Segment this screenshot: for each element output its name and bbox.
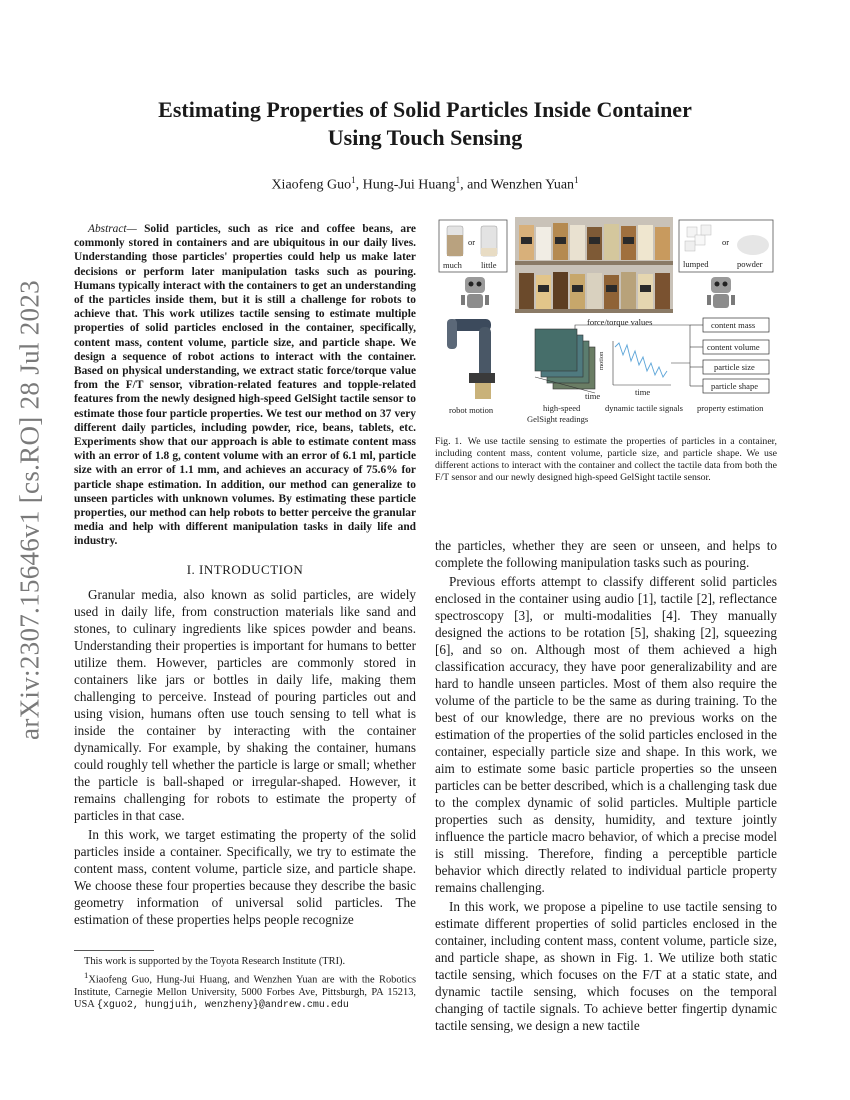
powder-pile-icon: [737, 235, 769, 255]
left-column: [74, 222, 416, 930]
title-line-2: Using Touch Sensing: [327, 125, 523, 150]
caption-text: We use tactile sensing to estimate the properties of particles in a container, including content mass, content volume, particle size, and particle shape. We use different actions to interact with the container and collect the tactile data from both the F/T sensor and our newly designed high-speed GelSight tactile sensor.: [435, 436, 777, 483]
particle-size-label: particle size: [714, 362, 755, 372]
robot-motion-label: robot motion: [449, 405, 494, 415]
author-affiliation-mark: 1: [455, 175, 461, 185]
robot-left-icon: [461, 277, 489, 308]
high-speed-label: high-speed: [543, 403, 581, 413]
author-separator: ,: [355, 177, 363, 193]
arxiv-id-text: arXiv:2307.15646v1 [cs.RO] 28 Jul 2023: [14, 280, 45, 740]
robot-right-icon: [707, 277, 735, 308]
powder-label: powder: [737, 259, 763, 269]
body-paragraph: In this work, we propose a pipeline to use tactile sensing to estimate different properties of solid particles enclosed in the container, including content mass, content volume, particle size, and particle shape, as shown in Fig. 1. We utilize both static tactile sensing, which focuses on the F/T at a static state, and dynamic tactile sensing, which focuses on the temporal changing of tactile signals. To achieve better fingertip dynamic tactile sensing, we design a new tactile: [435, 899, 777, 1033]
motion-axis-label: motion: [598, 351, 605, 370]
or-label-left: or: [468, 237, 476, 247]
author-affiliation-mark: 1: [574, 175, 579, 185]
footnote-rule: [74, 950, 154, 951]
property-estimation-label: property estimation: [697, 403, 764, 413]
jar-little-contents-icon: [481, 248, 497, 256]
body-paragraph: Granular media, also known as solid particles, are widely used in daily life, from construction materials like sand and stones, to culinary ingredients like spices powder and beans. Understanding their properties is important for humans to better utilize them. However, particles are commonly stored in containers like jars or bottles in daily life, making them challenging to perceive. Instead of pouring particles out and using vision, humans often use touch sensing to tell what is inside the container by interacting with the container dynamically. For example, by shaking the container, humans could roughly tell whether the particle is large or small; whether the particle is ball-shaped or irregular-shaped. However, it remains challenging for robots to estimate the property of particles in that case.: [74, 586, 416, 823]
author-emails: {xguo2, hungjuih, wenzheny}@andrew.cmu.edu: [96, 1000, 349, 1012]
dynamic-signals-label: dynamic tactile signals: [605, 403, 683, 413]
robot-arm-photo: [441, 315, 517, 405]
gelsight-readings-label: GelSight readings: [527, 414, 589, 424]
section-heading-introduction: I. INTRODUCTION: [186, 561, 304, 577]
time-label-frames: time: [585, 391, 601, 401]
figure-1-caption: [435, 436, 777, 484]
author-list: [100, 175, 750, 194]
affiliation-text: Xiaofeng Guo, Hung-Jui Huang, and Wenzhen Yuan are with the Robotics Institute, Carnegie Mellon University, 5000 Forbes Ave, Pittsburgh, PA 15213, USA: [74, 974, 416, 1011]
arxiv-identifier: [10, 280, 50, 740]
content-volume-label: content volume: [707, 342, 760, 352]
gelsight-frames-graphic: [535, 329, 595, 389]
time-label-signal: time: [635, 387, 651, 397]
paper-title: [100, 96, 750, 152]
little-label: little: [481, 260, 497, 270]
lumped-label: lumped: [683, 259, 709, 269]
body-paragraph-continuation: the particles, whether they are seen or unseen, and helps to complete the following manipulation tasks such as pouring.: [435, 538, 777, 570]
right-column: [435, 537, 777, 1036]
body-paragraph: Previous efforts attempt to classify different solid particles enclosed in the container using audio [1], tactile [2], reflectance spectroscopy [3], or multi-modalities [4]. They manually designed the actions to be rotation [5], shaking [2], squeezing [6], and so on. Although most of them achieved a high classification accuracy, they have poor generalizability and are hard to handle unseen particles. Most of them also require the volume of the particle to be the same as during training. To the best of our knowledge, there are no previous works on the estimation of the properties of the solid particles enclosed in the container, especially particle size and shape. In this work, we aim to estimate some basic particle properties so the unseen particles can be better described, which is a challenging task due to the complex dynamic of solid particles. Multiple particle properties such as density, humidity, and texture jointly influence the particle macro behavior, of which a precise model is still missing. Therefore, finding a perceptible particle behavior which directly related to individual particle property remains challenging.: [435, 574, 777, 895]
caption-label: Fig. 1.: [435, 436, 462, 447]
author-name: Hung-Jui Huang: [362, 177, 456, 193]
abstract: [74, 222, 416, 549]
author-name: Wenzhen Yuan: [490, 177, 575, 193]
jar-much-contents-icon: [447, 235, 463, 256]
content-mass-label: content mass: [711, 320, 756, 330]
ft-values-label: force/torque values: [587, 317, 653, 327]
particle-shape-label: particle shape: [711, 381, 758, 391]
tactile-signal-line: [615, 343, 667, 377]
much-label: much: [443, 260, 462, 270]
footnote-mark: 1: [84, 969, 89, 980]
funding-note: This work is supported by the Toyota Research Institute (TRI).: [84, 956, 346, 967]
footnote: [74, 950, 416, 1013]
author-separator: , and: [460, 177, 491, 193]
author-name: Xiaofeng Guo: [271, 177, 352, 193]
figure-1-graphic: [435, 215, 777, 430]
abstract-text: Solid particles, such as rice and coffee beans, are commonly stored in containers and are ubiquitous in our daily lives. Understanding those particles' properties could help us make later decisions or perform later manipulation tasks such as pouring. Humans typically interact with the containers to get an understanding of the particles inside them, but it is still a challenge for robots to achieve that. This work utilizes tactile sensing to estimate multiple properties of solid particles enclosed in the container, specifically, content mass, content volume, particle size, and particle shape. We design a sequence of robot actions to interact with the container. Based on physical understanding, we extract static force/torque value from the F/T sensor, vibration-related features and topple-related features from the newly designed high-speed GelSight tactile sensor to estimate those four particle properties. We test our method on 37 very different daily particles, including powder, rice, beans, tablets, etc. Experiments show that our approach is able to estimate content mass with an error of 1.8 g, content volume with an error of 6.1 ml, particle size with an error of 1.1 mm, and achieves an accuracy of 75.6% for particle shape estimation. In addition, our method can generalize to unseen particles with unknown volumes. By estimating these particle properties, our method can help robots to better perceive the granular media and help with different manipulation tasks in daily life and industry.: [74, 223, 416, 548]
or-label-right: or: [722, 237, 730, 247]
author-affiliation-mark: 1: [351, 175, 356, 185]
body-paragraph: In this work, we target estimating the property of the solid particles inside a container. Specifically, we try to estimate the content mass, content volume, particle size, and particle shape. We choose these four properties because they describe the basic geometry information of universal solid particles. The estimation of these properties helps people recognize: [74, 826, 416, 927]
title-line-1: Estimating Properties of Solid Particles Inside Container: [158, 97, 692, 122]
pantry-shelf-photo: [515, 217, 673, 313]
abstract-lead: Abstract—: [88, 223, 137, 235]
figure-1: [435, 215, 777, 430]
affiliation-note: [74, 969, 416, 1013]
